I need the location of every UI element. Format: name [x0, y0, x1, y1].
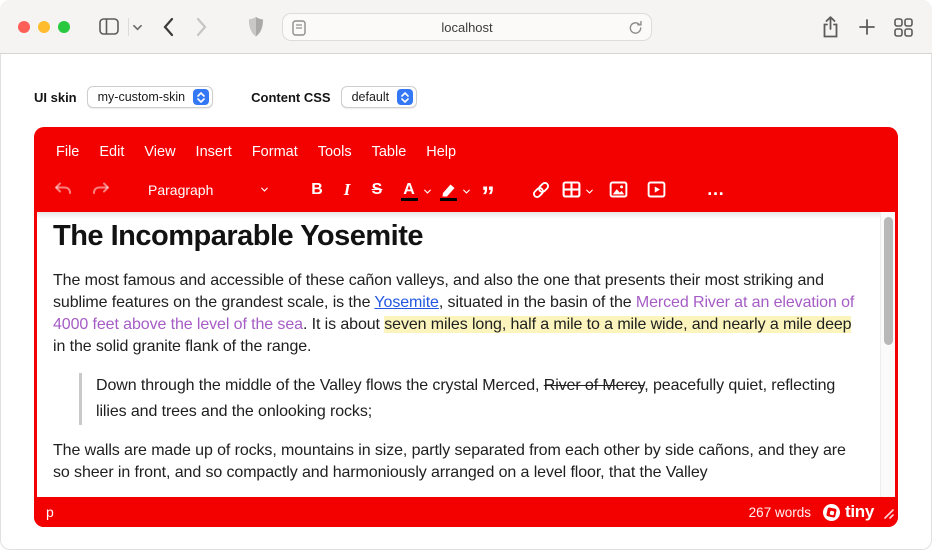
image-icon[interactable] [603, 175, 633, 205]
menu-view[interactable]: View [144, 144, 176, 160]
undo-icon[interactable] [48, 175, 78, 205]
blockquote-button[interactable]: ” [481, 180, 493, 211]
browser-toolbar [0, 0, 932, 54]
element-path[interactable]: p [46, 504, 54, 520]
editor-statusbar [34, 497, 898, 527]
highlight-color-chevron-icon[interactable] [463, 188, 470, 195]
share-icon[interactable] [821, 16, 840, 38]
link-icon[interactable] [526, 175, 556, 205]
strikethrough-button[interactable]: S [371, 180, 383, 198]
text-run: . It is about [302, 316, 385, 333]
text-color-swatch [401, 198, 418, 201]
document-heading: The Incomparable Yosemite [53, 220, 423, 252]
editor-toolbar [34, 171, 898, 212]
privacy-shield-icon[interactable] [247, 16, 265, 38]
menu-file[interactable]: File [56, 144, 80, 160]
demo-controls [34, 86, 417, 108]
menu-format[interactable]: Format [251, 144, 298, 160]
url-text[interactable]: localhost [441, 19, 493, 35]
brand-name: tiny [844, 502, 874, 521]
word-count[interactable]: 267 words [748, 504, 811, 520]
text-color-glyph: A [403, 180, 415, 198]
ui-skin-label: UI skin [34, 89, 77, 105]
new-tab-icon[interactable] [858, 18, 876, 36]
italic-button[interactable]: I [343, 179, 351, 199]
tinymce-editor [34, 127, 898, 527]
block-format-value: Paragraph [148, 181, 214, 198]
tab-group-chevron-icon[interactable] [133, 23, 142, 32]
text-run: Down through the middle of the Valley flows the crystal Merced, [96, 377, 544, 394]
table-chevron-icon[interactable] [586, 188, 593, 195]
sidebar-toggle-icon[interactable] [99, 18, 119, 35]
highlight-color-button[interactable] [433, 175, 463, 205]
editor-content-area[interactable] [37, 212, 895, 497]
content-css-label: Content CSS [251, 89, 331, 105]
minimize-window-button[interactable] [38, 21, 50, 33]
content-css-value: default [351, 90, 390, 104]
reader-page-icon[interactable] [292, 20, 306, 41]
colored-text: Merced River at an elevation of 4000 feet above the level of the sea [53, 294, 855, 333]
content-scrollbar[interactable] [880, 212, 895, 497]
ui-skin-value: my-custom-skin [97, 90, 186, 104]
block-format-select[interactable] [144, 175, 272, 205]
menu-edit[interactable]: Edit [99, 144, 125, 160]
divider [128, 18, 129, 36]
reload-icon[interactable] [628, 20, 643, 41]
paragraph-1 [53, 270, 855, 358]
yosemite-link[interactable]: Yosemite [374, 294, 439, 311]
scrollbar-thumb[interactable] [884, 217, 893, 345]
strikethrough-text: River of Mercy [543, 377, 645, 394]
select-stepper-icon [397, 89, 413, 105]
menu-tools[interactable]: Tools [317, 144, 352, 160]
highlighted-text: seven miles long, half a mile to a mile wide, and nearly a mile deep [384, 316, 852, 333]
paragraph-2: The walls are made up of rocks, mountains in size, partly separated from each other by side cañons, and they are so sheer in front, and so compactly and harmoniously arranged on a level floor, that the Valley [53, 442, 846, 481]
editor-menubar [34, 127, 898, 171]
text-run: in the solid granite flank of the range. [53, 338, 312, 355]
forward-icon[interactable] [196, 17, 208, 37]
redo-icon[interactable] [86, 175, 116, 205]
table-icon[interactable] [556, 175, 586, 205]
text-run: , situated in the basin of the [438, 294, 636, 311]
zoom-window-button[interactable] [58, 21, 70, 33]
content-css-select[interactable] [341, 86, 418, 108]
text-color-chevron-icon[interactable] [424, 188, 431, 195]
blockquote [79, 373, 855, 425]
more-toolbar-button[interactable]: … [706, 179, 726, 199]
text-run: , peacefully quiet, reflecting lilies and trees and the onlooking rocks; [96, 377, 836, 420]
highlight-color-swatch [440, 198, 457, 201]
bold-button[interactable]: B [311, 180, 323, 198]
close-window-button[interactable] [18, 21, 30, 33]
menu-insert[interactable]: Insert [195, 144, 232, 160]
tab-overview-icon[interactable] [894, 18, 913, 37]
document-body[interactable] [37, 212, 895, 484]
address-bar[interactable] [282, 13, 652, 41]
text-color-button[interactable] [394, 175, 424, 205]
tinymce-logo-icon [823, 504, 840, 521]
resize-handle-icon[interactable] [883, 506, 894, 524]
back-icon[interactable] [162, 17, 174, 37]
ui-skin-select[interactable] [87, 86, 214, 108]
tiny-brand[interactable] [823, 502, 874, 522]
media-icon[interactable] [641, 175, 671, 205]
menu-help[interactable]: Help [426, 144, 457, 160]
menu-table[interactable]: Table [371, 144, 407, 160]
select-stepper-icon [193, 89, 209, 105]
text-run: The most famous and accessible of these cañon valleys, and also the one that presents their most striking and sublime features on the grandest scale, is the [53, 272, 824, 311]
